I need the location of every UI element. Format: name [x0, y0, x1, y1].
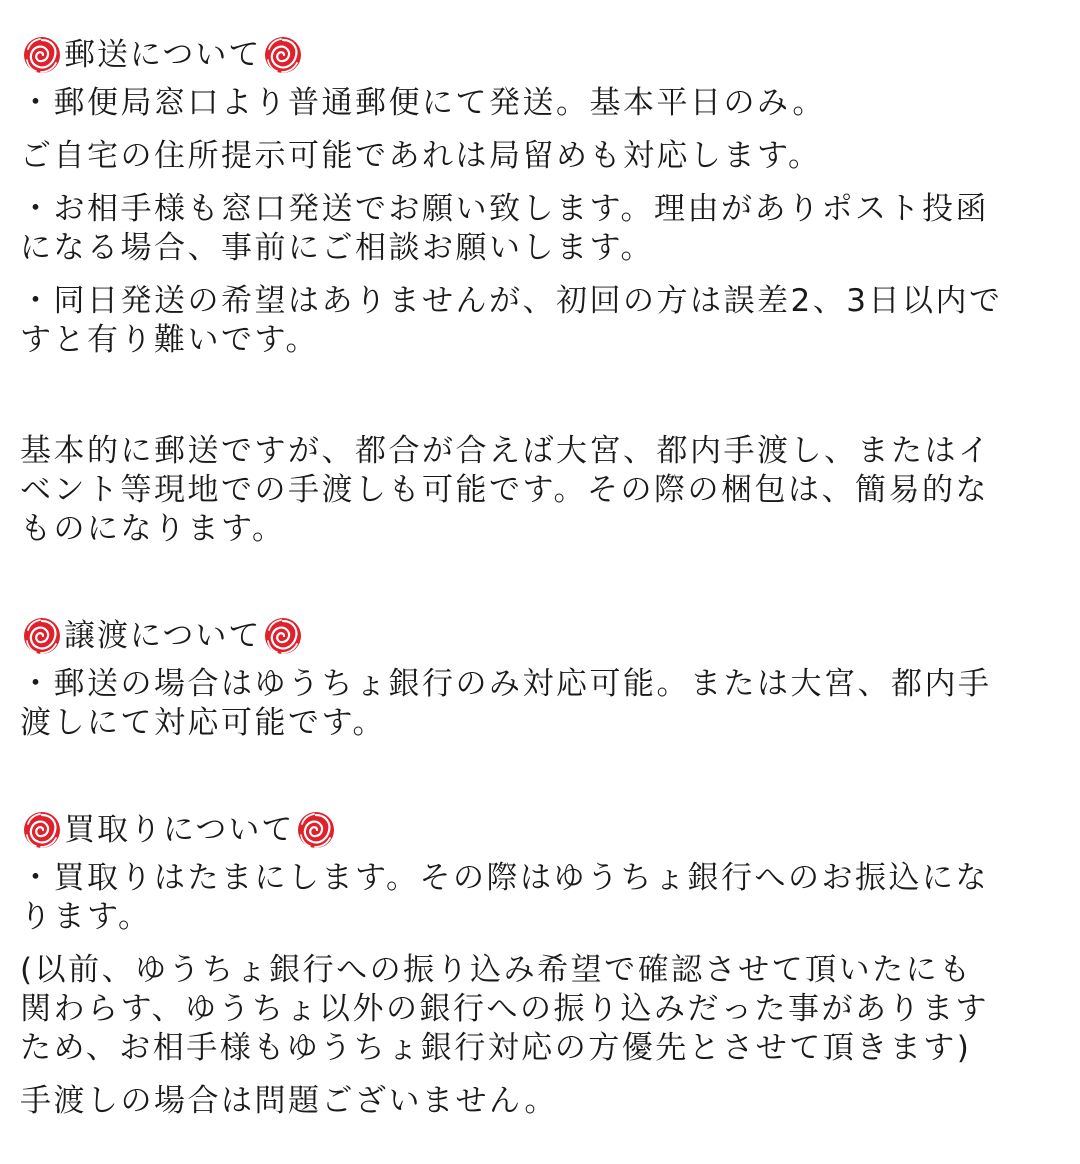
purchase-section-title — [20, 807, 1065, 853]
purchase-item: 手渡しの場合は問題ございません。 — [20, 1083, 558, 1119]
purchase-item: (以前、ゆうちょ銀行への振り込み希望で確認させて頂いたにも 関わらす、ゆうちょ以外の銀行への振り込みだった事があります ため、お相手様もゆうちょ銀行対応の方優先とさせて頂きます) — [20, 952, 990, 1066]
spacer — [20, 757, 1065, 807]
shipping-section-title — [20, 32, 1065, 78]
transfer-section-title — [20, 613, 1065, 659]
transfer-title-text: 譲渡について — [64, 618, 262, 654]
spacer — [20, 563, 1065, 613]
rose-icon — [263, 616, 303, 656]
spacer — [20, 374, 1065, 432]
shipping-note: 基本的に郵送ですが、都合が合えば大宮、都内手渡し、またはイ ベント等現地での手渡しも可能です。その際の梱包は、簡易的な ものになります。 — [20, 433, 992, 547]
purchase-item: ・買取りはたまにします。その際はゆうちょ銀行へのお振込にな ります。 — [20, 860, 990, 935]
rose-icon — [263, 35, 303, 75]
rose-icon — [22, 616, 62, 656]
transfer-item: ・郵送の場合はゆうちょ銀行のみ対応可能。または大宮、都内手 渡しにて対応可能です。 — [20, 666, 992, 741]
purchase-title-text: 買取りについて — [64, 812, 295, 848]
rose-icon — [296, 810, 336, 850]
rose-icon — [22, 810, 62, 850]
rose-icon — [22, 35, 62, 75]
shipping-item: ・同日発送の希望はありませんが、初回の方は誤差2、3日以内で すと有り難いです。 — [20, 283, 1003, 358]
shipping-item: ご自宅の住所提示可能であれは局留めも対応します。 — [20, 138, 822, 174]
shipping-item: ・お相手様も窓口発送でお願い致します。理由がありポスト投函 になる場合、事前にご相談お願いします。 — [20, 191, 990, 266]
shipping-item: ・郵便局窓口より普通郵便にて発送。基本平日のみ。 — [20, 85, 826, 121]
document-page — [20, 32, 1065, 1135]
shipping-title-text: 郵送について — [64, 37, 262, 73]
